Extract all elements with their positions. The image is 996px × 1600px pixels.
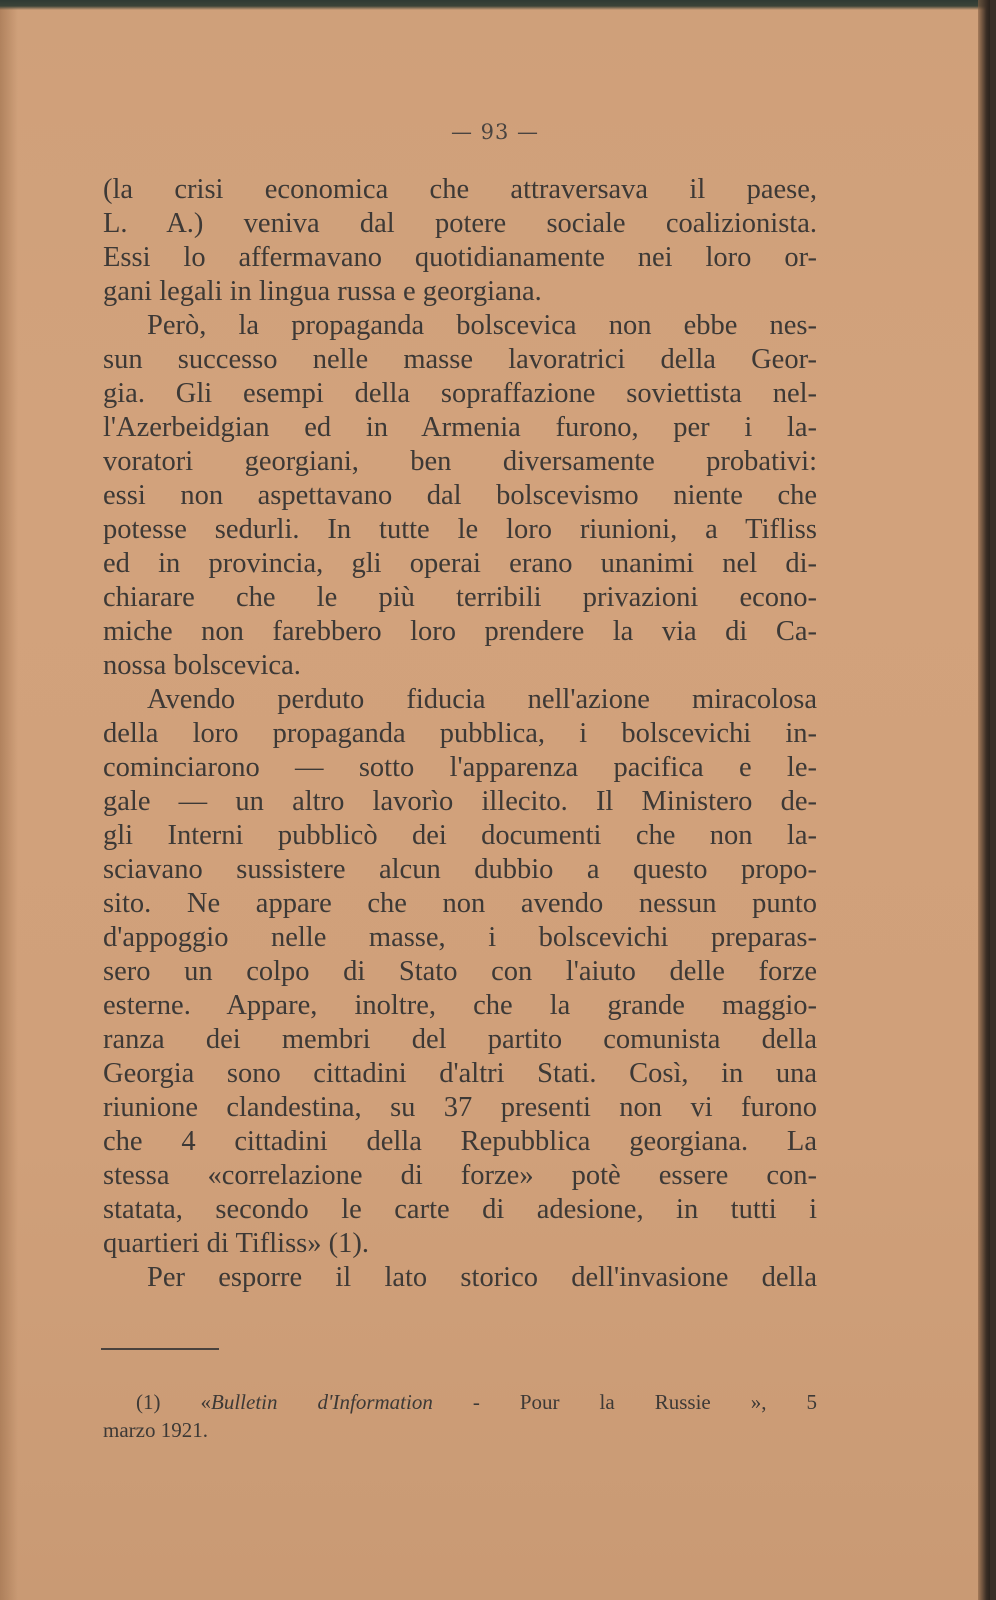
text-line: sciavano sussistere alcun dubbio a questo propo- (103, 854, 817, 885)
text-line: (la crisi economica che attraversava il paese, (103, 174, 817, 205)
text-line: L. A.) veniva dal potere sociale coalizionista. (103, 208, 817, 239)
body-text (103, 173, 817, 1295)
text-line: della loro propaganda pubblica, i bolscevichi in- (103, 718, 817, 749)
text-line: sero un colpo di Stato con l'aiuto delle forze (103, 956, 817, 987)
text-line: gale — un altro lavorìo illecito. Il Ministero de- (103, 786, 817, 817)
text-line: che 4 cittadini della Repubblica georgiana. La (103, 1126, 817, 1157)
text-line: Però, la propaganda bolscevica non ebbe nes- (147, 310, 817, 341)
text-line: potesse sedurli. In tutte le loro riunioni, a Tifliss (103, 514, 817, 545)
text-line: l'Azerbeidgian ed in Armenia furono, per i la- (103, 412, 817, 443)
text-line: gani legali in lingua russa e georgiana. (103, 276, 542, 307)
text-line: voratori georgiani, ben diversamente probativi: (103, 446, 817, 477)
page-number: — 93 — (450, 120, 540, 144)
text-line: sun successo nelle masse lavoratrici della Geor- (103, 344, 817, 375)
text-line: gli Interni pubblicò dei documenti che non la- (103, 820, 817, 851)
footnote-line (103, 1388, 817, 1416)
text-line: sito. Ne appare che non avendo nessun punto (103, 888, 817, 919)
text-line: d'appoggio nelle masse, i bolscevichi preparas- (103, 922, 817, 953)
text-line: cominciarono — sotto l'apparenza pacifica e le- (103, 752, 817, 783)
text-line: esterne. Appare, inoltre, che la grande maggio- (103, 990, 817, 1021)
text-line: quartieri di Tifliss» (1). (103, 1228, 370, 1259)
footnote-divider (101, 1348, 219, 1350)
text-line: miche non farebbero loro prendere la via di Ca- (103, 616, 817, 647)
page-right-edge (978, 0, 990, 1600)
footnote (103, 1388, 817, 1444)
footnote-source: - Pour la Russie », 5 (472, 1390, 818, 1414)
text-line: Avendo perduto fiducia nell'azione miracolosa (147, 684, 817, 715)
text-line: chiarare che le più terribili privazioni econo- (103, 582, 817, 613)
text-line: ranza dei membri del partito comunista della (103, 1024, 817, 1055)
footnote-marker: (1) (136, 1390, 161, 1414)
footnote-line: marzo 1921. (103, 1418, 208, 1442)
text-line: riunione clandestina, su 37 presenti non vi furono (103, 1092, 817, 1123)
text-line: Georgia sono cittadini d'altri Stati. Così, in una (103, 1058, 817, 1089)
text-line: statata, secondo le carte di adesione, in tutti i (103, 1194, 817, 1225)
page-top-edge (0, 0, 990, 10)
page-left-shadow (0, 0, 18, 1600)
footnote-title: Bulletin d'Information (211, 1390, 433, 1414)
text-line: essi non aspettavano dal bolscevismo niente che (103, 480, 817, 511)
text-line: stessa «correlazione di forze» potè essere con- (103, 1160, 817, 1191)
text-line: Essi lo affermavano quotidianamente nei loro or- (103, 242, 817, 273)
text-line: ed in provincia, gli operai erano unanimi nel di- (103, 548, 817, 579)
text-line: nossa bolscevica. (103, 650, 301, 681)
text-line: Per esporre il lato storico dell'invasione della (147, 1262, 817, 1293)
text-line: gia. Gli esempi della sopraffazione soviettista nel- (103, 378, 817, 409)
footnote-open-quote: « (200, 1390, 212, 1414)
